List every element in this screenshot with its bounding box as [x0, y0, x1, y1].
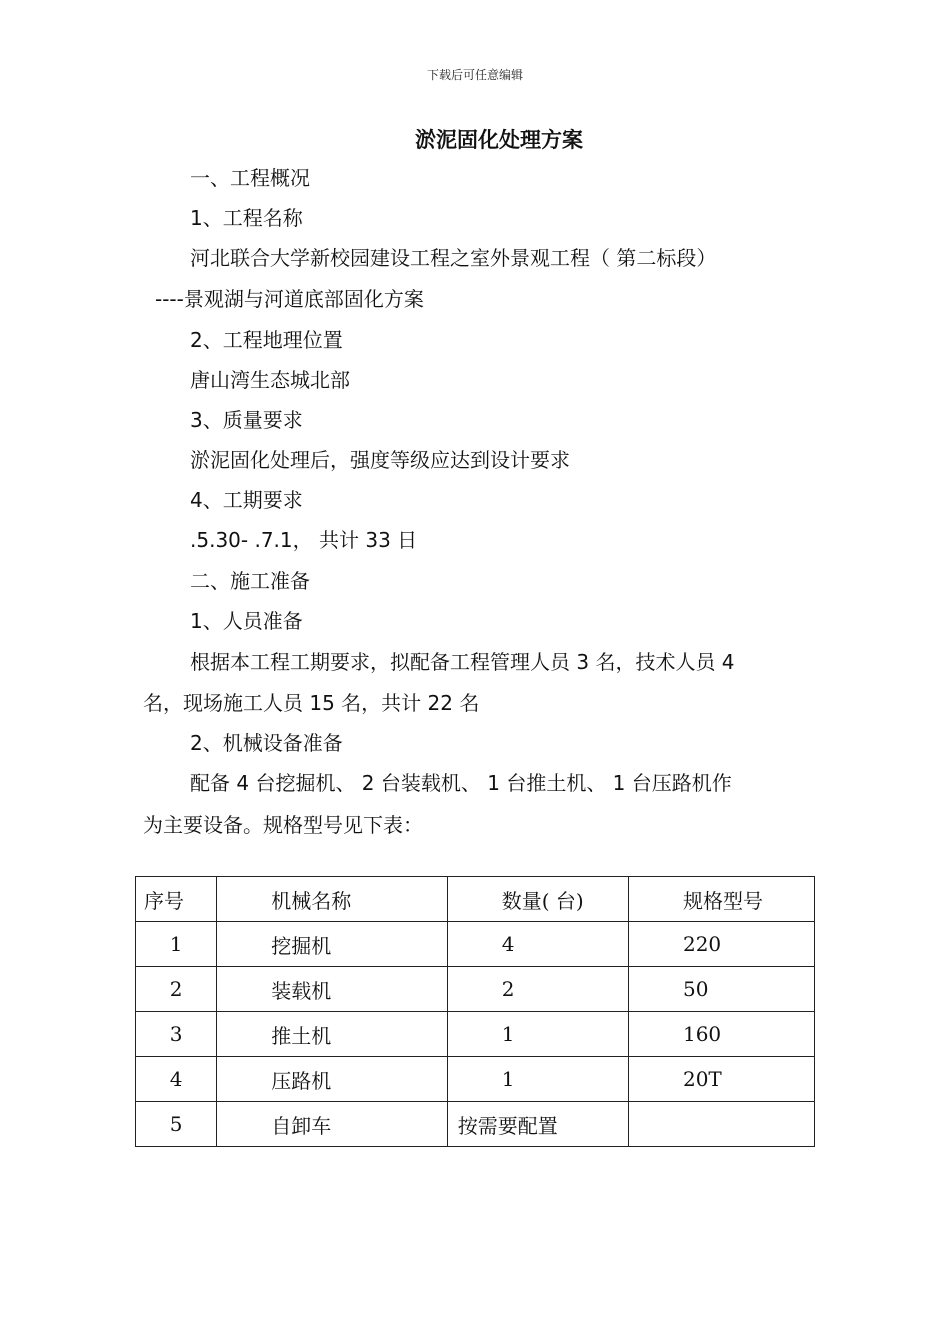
table-cell: 按需要配置 — [447, 1102, 628, 1147]
table-header-row — [136, 877, 815, 922]
subheading-project-name: 1、工程名称 — [190, 206, 303, 230]
header-note: 下载后可任意编辑 — [426, 68, 523, 82]
table-cell: 50 — [628, 967, 814, 1012]
table-row — [136, 1057, 815, 1102]
table-cell: 220 — [628, 922, 814, 967]
table-cell: 推土机 — [217, 1012, 447, 1057]
subheading-schedule: 4、工期要求 — [190, 488, 303, 512]
table-cell: 1 — [136, 922, 217, 967]
equipment-text-line-1: 配备 4 台挖掘机、 2 台装载机、 1 台推土机、 1 台压路机作 — [190, 771, 732, 795]
document-title: 淤泥固化处理方案 — [415, 128, 583, 152]
table-cell: 160 — [628, 1012, 814, 1057]
table-row — [136, 1102, 815, 1147]
schedule-text: .5.30- .7.1， 共计 33 日 — [190, 528, 418, 552]
table-cell: 装载机 — [217, 967, 447, 1012]
table-row — [136, 1012, 815, 1057]
table-header-cell: 序号 — [136, 877, 217, 922]
table-cell — [628, 1102, 814, 1147]
equipment-text-line-2: 为主要设备。规格型号见下表： — [143, 813, 423, 837]
table-cell: 3 — [136, 1012, 217, 1057]
table-cell: 1 — [447, 1057, 628, 1102]
quality-text: 淤泥固化处理后，强度等级应达到设计要求 — [190, 448, 570, 472]
subheading-location: 2、工程地理位置 — [190, 328, 343, 352]
section-heading-preparation: 二、施工准备 — [190, 569, 310, 593]
table-cell: 自卸车 — [217, 1102, 447, 1147]
subheading-quality: 3、质量要求 — [190, 408, 303, 432]
personnel-text-line-2: 名，现场施工人员 15 名，共计 22 名 — [143, 691, 480, 715]
table-cell: 2 — [136, 967, 217, 1012]
table-header-cell: 机械名称 — [217, 877, 447, 922]
table-cell: 5 — [136, 1102, 217, 1147]
equipment-table — [135, 876, 815, 1147]
table-cell: 2 — [447, 967, 628, 1012]
personnel-text-line-1: 根据本工程工期要求，拟配备工程管理人员 3 名，技术人员 4 — [190, 650, 735, 674]
table-cell: 压路机 — [217, 1057, 447, 1102]
table-header-cell: 规格型号 — [628, 877, 814, 922]
table-row — [136, 967, 815, 1012]
section-heading-overview: 一、工程概况 — [190, 166, 310, 190]
table-header-cell: 数量( 台) — [447, 877, 628, 922]
table-cell: 挖掘机 — [217, 922, 447, 967]
table-row — [136, 922, 815, 967]
subheading-equipment: 2、机械设备准备 — [190, 731, 343, 755]
project-name-line-1: 河北联合大学新校园建设工程之室外景观工程（ 第二标段） — [190, 246, 717, 270]
table-cell: 20T — [628, 1057, 814, 1102]
subheading-personnel: 1、人员准备 — [190, 609, 303, 633]
table-cell: 1 — [447, 1012, 628, 1057]
project-name-line-2: ----景观湖与河道底部固化方案 — [155, 287, 424, 311]
location-text: 唐山湾生态城北部 — [190, 368, 350, 392]
table-cell: 4 — [136, 1057, 217, 1102]
table-cell: 4 — [447, 922, 628, 967]
